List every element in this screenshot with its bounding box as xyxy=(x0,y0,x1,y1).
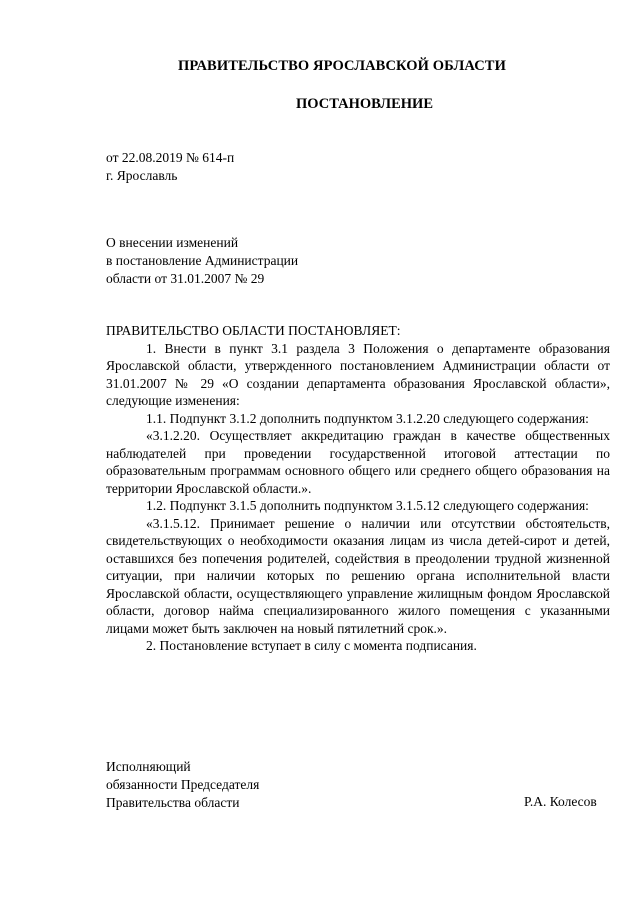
paragraph-1-1-text: «3.1.2.20. Осуществляет аккредитацию граждан в качестве общественных наблюдателей при проведении государственной итоговой аттестации по образовательным программам основного общего или среднего общего образования на территории Ярославской области.». xyxy=(106,428,610,496)
government-title: ПРАВИТЕЛЬСТВО ЯРОСЛАВСКОЙ ОБЛАСТИ xyxy=(178,58,506,74)
paragraph-1: 1. Внести в пункт 3.1 раздела 3 Положения о департаменте образования Ярославской области, утвержденного постановлением Администрации области от 31.01.2007 № 29 «О создании департамента образования Ярославской области», следующие изменения: xyxy=(106,340,610,408)
signature-line: Исполняющий xyxy=(106,759,191,774)
signature-line: Правительства области xyxy=(106,795,240,810)
paragraph-2: 2. Постановление вступает в силу с момента подписания. xyxy=(146,638,477,653)
subject-line: области от 31.01.2007 № 29 xyxy=(106,271,265,286)
paragraph-1-2-text: «3.1.5.12. Принимает решение о наличии или отсутствии обстоятельств, свидетельствующих о необходимости оказания лицам из числа детей-сирот и детей, оставшихся без попечения родителей, содействия в преодолении трудной жизненной ситуации, при наличии которых по решению органа исполнительной власти Ярославской области, осуществляющего управление жилищным фондом Ярославской области, договор найма специализированного жилого помещения с указанными лицами может быть заключен на новый пятилетний срок.». xyxy=(106,515,610,636)
subject-line: О внесении изменений xyxy=(106,235,239,250)
document-subject xyxy=(106,234,298,288)
document-body xyxy=(106,322,610,655)
signature-line: обязанности Председателя xyxy=(106,777,260,792)
date-number: от 22.08.2019 № 614-п xyxy=(106,150,235,165)
paragraph-1-2: 1.2. Подпункт 3.1.5 дополнить подпунктом 3.1.5.12 следующего содержания: xyxy=(146,498,589,513)
preamble: ПРАВИТЕЛЬСТВО ОБЛАСТИ ПОСТАНОВЛЯЕТ: xyxy=(106,323,401,338)
signer-name: Р.А. Колесов xyxy=(524,794,597,809)
paragraph-1-1: 1.1. Подпункт 3.1.2 дополнить подпунктом 3.1.2.20 следующего содержания: xyxy=(146,410,589,426)
document-type: ПОСТАНОВЛЕНИЕ xyxy=(296,96,434,112)
subject-line: в постановление Администрации xyxy=(106,253,299,268)
city: г. Ярославль xyxy=(106,168,178,183)
signature-block xyxy=(106,758,259,812)
